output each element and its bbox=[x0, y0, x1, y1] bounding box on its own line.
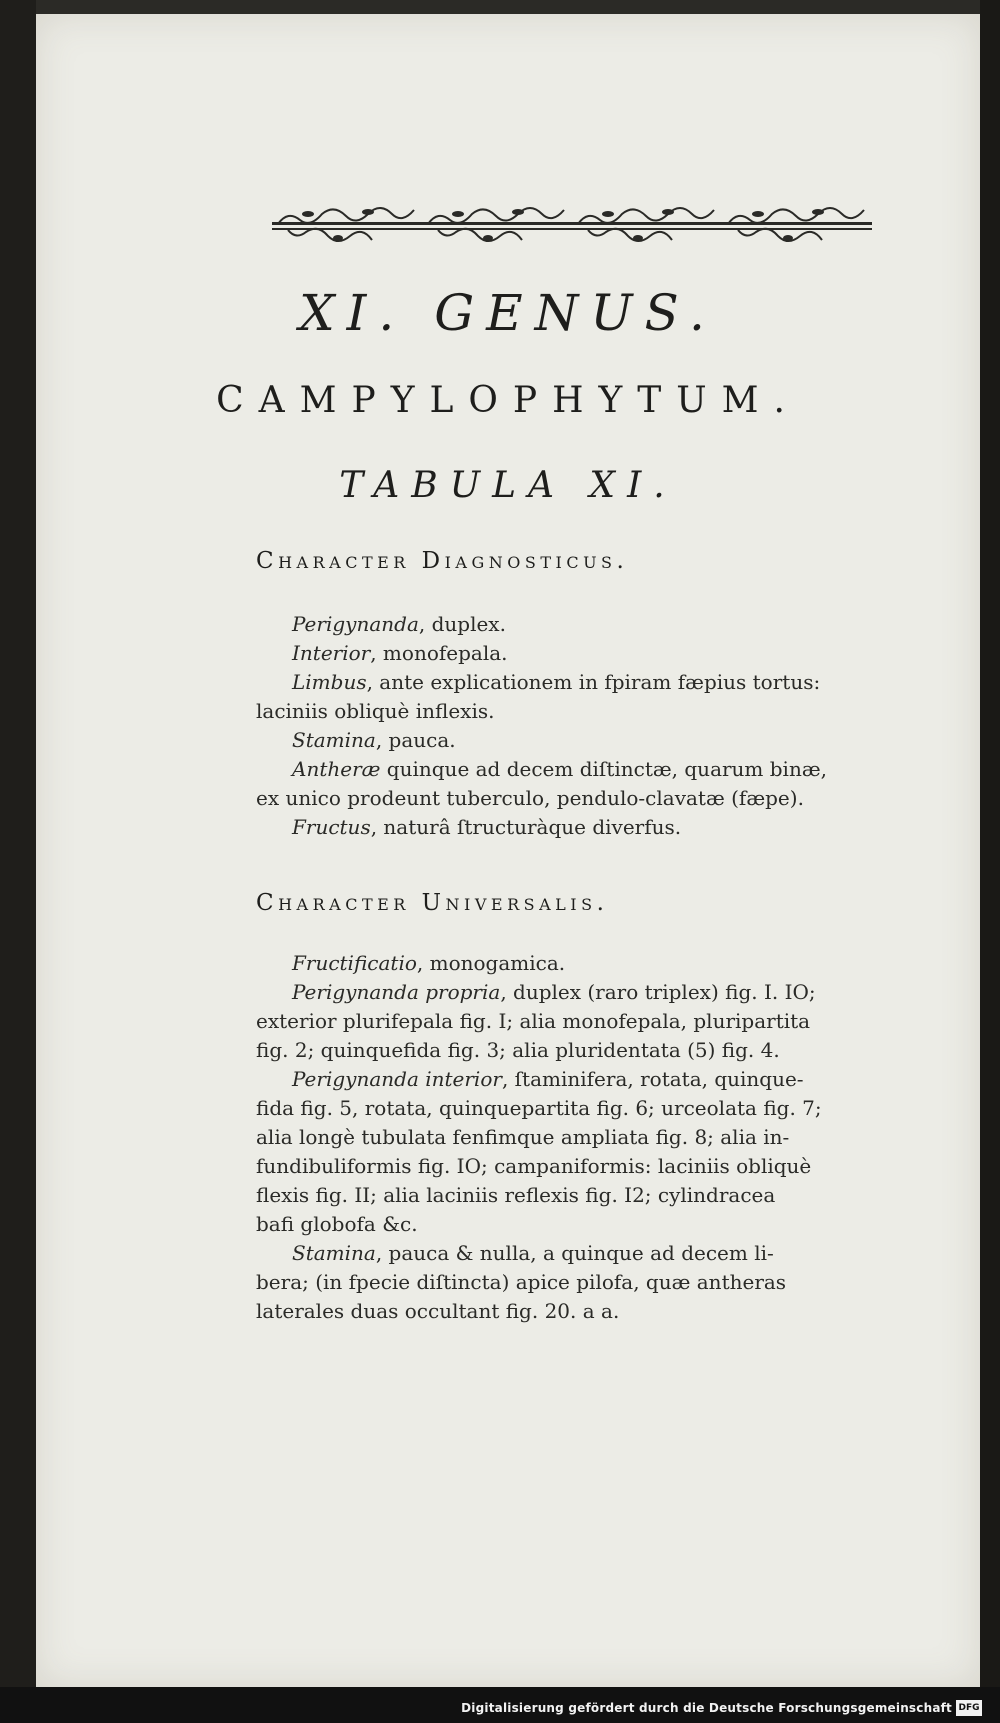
text-line bbox=[256, 1065, 878, 1094]
line-text: laterales duas occultant fig. 20. a a. bbox=[256, 1299, 620, 1323]
universalis-text bbox=[256, 949, 878, 1326]
text-line bbox=[256, 697, 878, 726]
book-spine bbox=[0, 0, 36, 1723]
text-line bbox=[256, 610, 878, 639]
italic-term: Limbus bbox=[292, 670, 367, 694]
text-line bbox=[256, 1297, 878, 1326]
text-line bbox=[256, 1268, 878, 1297]
dfg-logo: DFG bbox=[956, 1700, 982, 1716]
text-line bbox=[256, 1181, 878, 1210]
line-text: , naturâ ſtructuràque diverfus. bbox=[370, 815, 682, 839]
text-line bbox=[256, 1210, 878, 1239]
footer-credit: Digitalisierung gefördert durch die Deutsche Forschungsgemeinschaft bbox=[461, 1701, 952, 1715]
text-line bbox=[256, 755, 878, 784]
line-text: , pauca. bbox=[375, 728, 456, 752]
text-line bbox=[256, 668, 878, 697]
text-line bbox=[256, 1123, 878, 1152]
italic-term: Fructus bbox=[292, 815, 371, 839]
genus-name: CAMPYLOPHYTUM. bbox=[216, 380, 800, 421]
text-line bbox=[256, 1007, 878, 1036]
text-line bbox=[256, 978, 878, 1007]
section-title-diagnosticus: Character Diagnosticus. bbox=[256, 548, 629, 574]
italic-term: Perigynanda propria bbox=[292, 980, 501, 1004]
line-text: laciniis obliquè inflexis. bbox=[256, 699, 495, 723]
text-line bbox=[256, 1152, 878, 1181]
line-text: , pauca & nulla, a quinque ad decem li- bbox=[375, 1241, 774, 1265]
line-text: fundibuliformis fig. IO; campaniformis: laciniis obliquè bbox=[256, 1154, 812, 1178]
line-text: flexis fig. II; alia laciniis reflexis fig. I2; cylindracea bbox=[256, 1183, 776, 1207]
genus-heading: XI. GENUS. bbox=[299, 284, 717, 342]
italic-term: Fructificatio bbox=[292, 951, 417, 975]
italic-term: Stamina bbox=[292, 728, 376, 752]
decorative-vine-ornament bbox=[268, 200, 878, 248]
book-page bbox=[36, 14, 980, 1687]
italic-term: Perigynanda bbox=[292, 612, 419, 636]
tabula-heading: TABULA XI. bbox=[339, 465, 677, 506]
footer-bar bbox=[0, 1687, 1000, 1723]
text-line bbox=[256, 726, 878, 755]
page-right-edge bbox=[980, 0, 1000, 1723]
line-text: bafi globofa &c. bbox=[256, 1212, 418, 1236]
text-line bbox=[256, 813, 878, 842]
line-text: , monofepala. bbox=[370, 641, 508, 665]
text-line bbox=[256, 1094, 878, 1123]
text-line bbox=[256, 784, 878, 813]
line-text: exterior plurifepala fig. I; alia monofepala, pluripartita bbox=[256, 1009, 811, 1033]
italic-term: Perigynanda interior bbox=[292, 1067, 502, 1091]
italic-term: Interior bbox=[292, 641, 371, 665]
line-text: ex unico prodeunt tuberculo, pendulo-clavatæ (fæpe). bbox=[256, 786, 804, 810]
line-text: fig. 2; quinquefida fig. 3; alia pluridentata (5) fig. 4. bbox=[256, 1038, 780, 1062]
line-text: , duplex. bbox=[418, 612, 506, 636]
line-text: fida fig. 5, rotata, quinquepartita fig. 6; urceolata fig. 7; bbox=[256, 1096, 822, 1120]
italic-term: Antheræ bbox=[292, 757, 381, 781]
text-line bbox=[256, 639, 878, 668]
text-line bbox=[256, 949, 878, 978]
italic-term: Stamina bbox=[292, 1241, 376, 1265]
line-text: , ante explicationem in fpiram fæpius tortus: bbox=[366, 670, 821, 694]
line-text: , monogamica. bbox=[416, 951, 566, 975]
text-line bbox=[256, 1036, 878, 1065]
line-text: alia longè tubulata fenfimque ampliata fig. 8; alia in- bbox=[256, 1125, 790, 1149]
line-text: quinque ad decem diſtinctæ, quarum binæ, bbox=[380, 757, 827, 781]
section-title-universalis: Character Universalis. bbox=[256, 890, 609, 916]
line-text: bera; (in fpecie diſtincta) apice pilofa, quæ antheras bbox=[256, 1270, 787, 1294]
diagnosticus-text bbox=[256, 610, 878, 842]
line-text: , ſtaminifera, rotata, quinque- bbox=[501, 1067, 804, 1091]
text-line bbox=[256, 1239, 878, 1268]
line-text: , duplex (raro triplex) fig. I. IO; bbox=[500, 980, 816, 1004]
